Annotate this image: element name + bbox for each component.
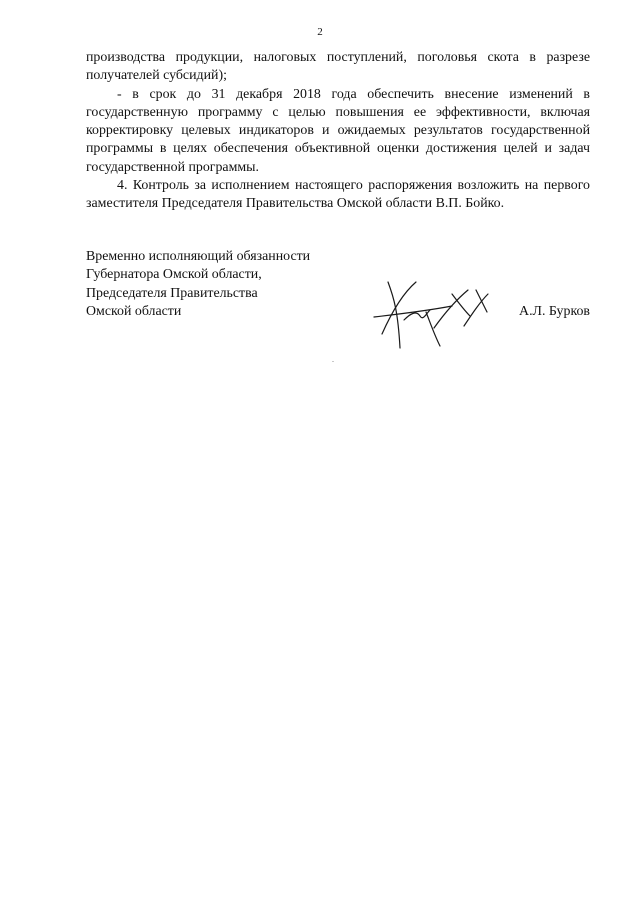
paragraph-continuation: производства продукции, налоговых поступлений, поголовья скота в разрезе получателей субсидий); [86,50,590,84]
paragraph-deadline-item: - в срок до 31 декабря 2018 года обеспечить внесение изменений в государственную программу с целью повышения ее эффективности, включая корректировку целевых индикаторов и ожидаемых результатов государственной программы в целях обеспечения объективной оценки достижения целей и задач государственной программы. [86,86,590,175]
signatory-title-line: Омской области [86,303,182,319]
signatory-title-line: Временно исполняющий обязанности [86,249,311,264]
page-number: 2 [317,26,323,38]
paragraph-control-clause: 4. Контроль за исполнением настоящего распоряжения возложить на первого заместителя Председателя Правительства Омской области В.П. Бойко. [86,178,590,212]
signatory-title-line: Губернатора Омской области, [86,267,262,283]
handwritten-signature-icon [360,276,510,356]
signer-name: А.Л. Бурков [519,304,590,319]
body-text [86,49,590,214]
signatory-title-line: Председателя Правительства [86,285,258,301]
scan-speck [332,361,334,362]
signatory-title-block [86,248,310,321]
